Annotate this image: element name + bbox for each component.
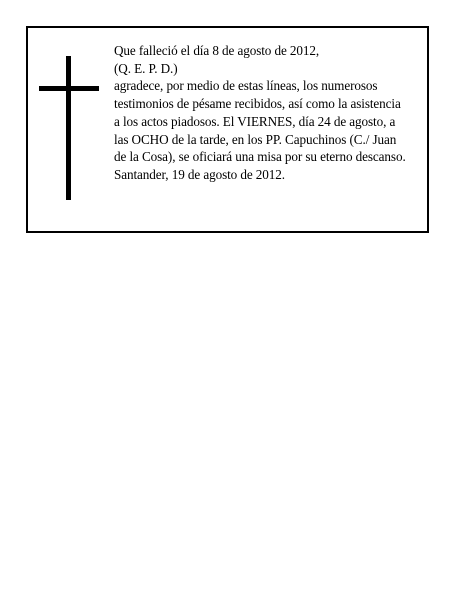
notice-text <box>114 42 426 184</box>
notice-line-mass-time-place: las OCHO de la tarde, en los PP. Capuchinos (C./ Juan <box>114 131 397 147</box>
notice-line-mass-purpose: de la Cosa), se oficiará una misa por su eterno descanso. <box>114 149 406 165</box>
notice-line-thanks: agradece, por medio de estas líneas, los numerosos <box>114 78 378 94</box>
notice-line-place-date: Santander, 19 de agosto de 2012. <box>114 166 285 182</box>
cross-horizontal-bar <box>39 86 99 91</box>
death-notice <box>26 26 429 233</box>
notice-line-condolences: testimonios de pésame recibidos, así como la asistencia <box>114 96 401 112</box>
notice-line-mass-day: a los actos piadosos. El VIERNES, día 24 de agosto, a <box>114 113 396 129</box>
notice-line-qepd: (Q. E. P. D.) <box>114 60 178 76</box>
cross-vertical-bar <box>66 56 71 200</box>
notice-line-death-date: Que falleció el día 8 de agosto de 2012, <box>114 43 320 58</box>
cross-icon <box>39 56 99 200</box>
